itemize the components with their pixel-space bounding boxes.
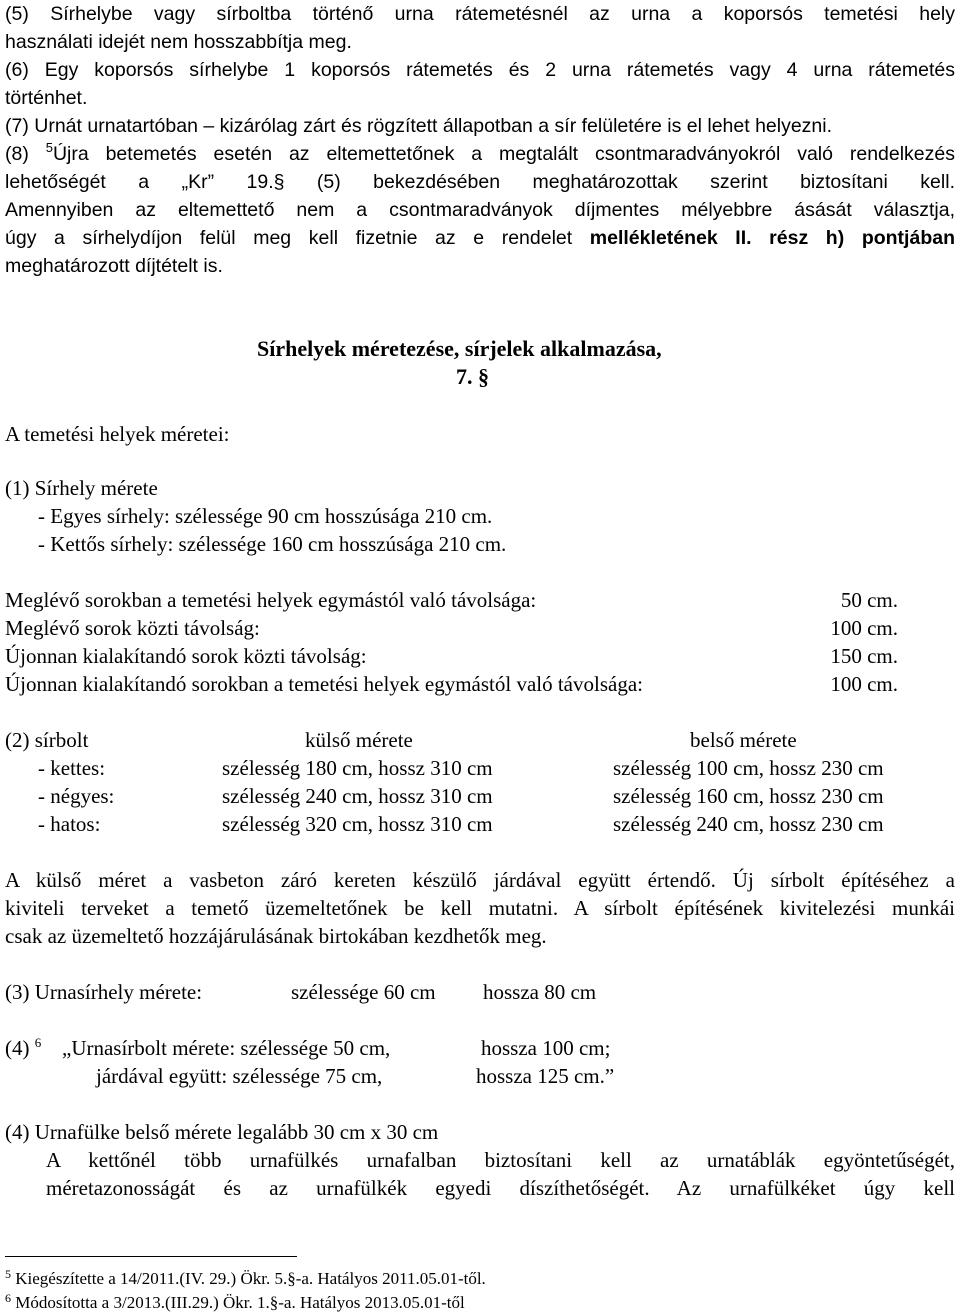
- crypt-heading: (2) sírbolt: [5, 728, 89, 752]
- section-title: Sírhelyek méretezése, sírjelek alkalmazása,: [257, 336, 662, 361]
- distance-value-4: 100 cm.: [830, 672, 898, 696]
- crypt-note-line-1: A külső méret a vasbeton záró kereten készülő járdával együtt értendő. Új sírbolt építéséhez a: [5, 868, 955, 892]
- urn-grave-label: (3) Urnasírhely mérete:: [5, 980, 203, 1004]
- urn-crypt-walkway-size: járdával együtt: szélessége 75 cm,: [96, 1064, 383, 1088]
- footnote-ref-5: 5: [45, 140, 53, 155]
- urn-crypt-prefix: (4) $^6$: [5, 1035, 42, 1060]
- distance-value-1: 50 cm.: [840, 588, 898, 612]
- footnote-6: $^6$ Módosította a 3/2013.(III.29.) Ökr. 1.§-a. Hatályos 2013.05.01-től: [5, 1291, 465, 1312]
- urn-grave-length: hossza 80 cm: [483, 980, 597, 1004]
- crypt-row-outer: szélesség 240 cm, hossz 310 cm: [222, 784, 493, 808]
- urn-crypt-size: „Urnasírbolt mérete: szélessége 50 cm,: [62, 1036, 391, 1060]
- urn-crypt-walkway-length: hossza 125 cm.”: [476, 1064, 615, 1088]
- para-6-line-2: történhet.: [5, 87, 88, 109]
- footnote-5: $^5$ Kiegészítette a 14/2011.(IV. 29.) Ökr. 5.§-a. Hatályos 2011.05.01-től.: [5, 1267, 486, 1288]
- section-number: 7. §: [456, 364, 489, 389]
- crypt-note-line-2: kiviteli terveket a temető üzemeltetőnek be kell mutatni. A sírbolt építésének kivitelezési munkái: [5, 896, 955, 920]
- crypt-row-outer: szélesség 180 cm, hossz 310 cm: [222, 756, 493, 780]
- crypt-inner-header: belső mérete: [690, 728, 797, 752]
- crypt-row-inner: szélesség 160 cm, hossz 230 cm: [613, 784, 884, 808]
- para-5-line-1: (5) Sírhelybe vagy sírboltba történő urna rátemetésnél az urna a koporsós temetési hely: [5, 3, 955, 25]
- distance-label-1: Meglévő sorokban a temetési helyek egymástól való távolsága:: [5, 588, 537, 612]
- para-8-line-3: Amennyiben az eltemettető nem a csontmaradványok díjmentes mélyebbre ásását választja,: [5, 199, 955, 221]
- urn-niche-line-2: A kettőnél több urnafülkés urnafalban biztosítani kell az urnatáblák egyöntetűségét,: [46, 1148, 955, 1172]
- footnote-divider: [5, 1256, 297, 1257]
- para-8-line-4: úgy a sírhelydíjon felül meg kell fizetnie az e rendelet mellékletének II. rész h) pontjában: [5, 227, 955, 249]
- crypt-outer-header: külső mérete: [305, 728, 413, 752]
- para-6-line-1: (6) Egy koporsós sírhelybe 1 koporsós rátemetés és 2 urna rátemetés vagy 4 urna rátemetés: [5, 59, 955, 81]
- para-8-line-5: meghatározott díjtételt is.: [5, 255, 223, 277]
- grave-size-double: - Kettős sírhely: szélessége 160 cm hosszúsága 210 cm.: [38, 532, 507, 556]
- para-7: (7) Urnát urnatartóban – kizárólag zárt és rögzített állapotban a sír felületére is el lehet helyezni.: [5, 115, 833, 137]
- crypt-row-inner: szélesség 240 cm, hossz 230 cm: [613, 812, 884, 836]
- distance-label-3: Újonnan kialakítandó sorok közti távolság:: [5, 644, 367, 668]
- urn-grave-width: szélessége 60 cm: [291, 980, 436, 1004]
- footnote-ref-6: 6: [34, 1035, 42, 1050]
- crypt-row-name: - kettes:: [38, 756, 106, 780]
- distance-value-3: 150 cm.: [830, 644, 898, 668]
- grave-size-heading: (1) Sírhely mérete: [5, 476, 158, 500]
- para-8-line-1: (8) $^5$Újra betemetés esetén az eltemettetőnek a megtalált csontmaradványokról való rendelkezés: [5, 140, 956, 165]
- grave-size-single: - Egyes sírhely: szélessége 90 cm hosszúsága 210 cm.: [38, 504, 493, 528]
- distance-value-2: 100 cm.: [830, 616, 898, 640]
- crypt-row-inner: szélesség 100 cm, hossz 230 cm: [613, 756, 884, 780]
- para-5-line-2: használati idejét nem hosszabbítja meg.: [5, 31, 352, 53]
- sizes-label: A temetési helyek méretei:: [5, 422, 230, 446]
- crypt-row-outer: szélesség 320 cm, hossz 310 cm: [222, 812, 493, 836]
- crypt-row-name: - hatos:: [38, 812, 101, 836]
- distance-label-2: Meglévő sorok közti távolság:: [5, 616, 260, 640]
- urn-niche-line-3: méretazonosságát és az urnafülkék egyedi díszíthetőségét. Az urnafülkéket úgy kell: [46, 1176, 955, 1200]
- distance-label-4: Újonnan kialakítandó sorokban a temetési helyek egymástól való távolsága:: [5, 672, 643, 696]
- urn-niche-heading: (4) Urnafülke belső mérete legalább 30 cm x 30 cm: [5, 1120, 439, 1144]
- crypt-row-name: - négyes:: [38, 784, 115, 808]
- urn-crypt-length: hossza 100 cm;: [481, 1036, 611, 1060]
- para-8-line-2: lehetőségét a „Kr” 19.§ (5) bekezdésében meghatározottak szerint biztosítani kell.: [5, 171, 955, 193]
- crypt-note-line-3: csak az üzemeltető hozzájárulásának birtokában kezdhetők meg.: [5, 924, 547, 948]
